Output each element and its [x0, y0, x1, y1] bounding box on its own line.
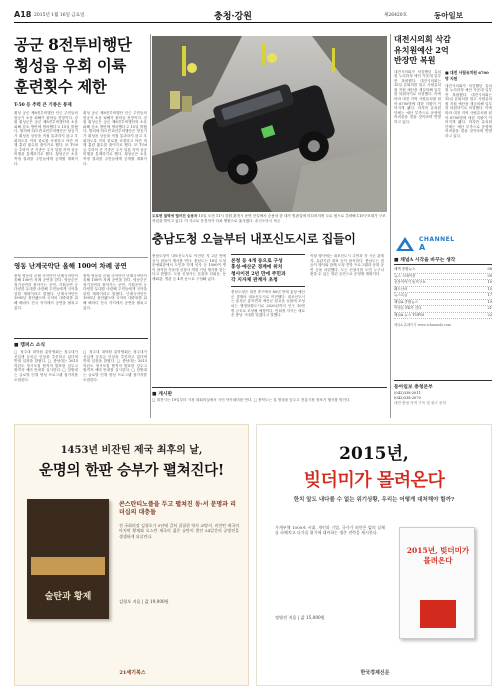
issue-date: 2015년 1월 16일 금요일 [34, 13, 85, 18]
headline-line-3: 훈련횟수 제한 [14, 77, 107, 96]
contact-box [394, 380, 492, 406]
article-headline: 충남도청 오늘부터 내포신도시로 집들이 [152, 232, 356, 246]
bulletin-col2: □ 청주대 대학원 총학생회는 청주대가 신입생 등록금 인상을 추진하고 있다며 반대 입장을 밝혔다. □ 충남대는 2015학년도 정시모집 합격자 발표를 앞두고 합격자 예비 안내를 실시한다. □ 한밭대는 글로벌 인재 양성 프로그램 참가자를 모집한다. [83, 350, 147, 382]
ad-publisher: 한국경제신문 [360, 670, 390, 676]
contact-fax: (042)338-2070 [394, 396, 421, 400]
book-cover-sultan [27, 499, 109, 619]
caption-text: 15일 오전 11시 강원 춘천시 동면 산길에서 승용차 한 대가 빙판길에 미끄러지며 도로 옆으로 추락해 119구조대가 구조 작업을 벌이고 있다. 이 사고로 운전자가 다쳐 병원으로 옮겨졌다. [152, 214, 386, 223]
notice-board [152, 387, 387, 422]
section-title: 충청·강원 [214, 12, 252, 22]
channel-a-logo-icon [394, 236, 416, 252]
page-header [14, 9, 492, 23]
schedule-title: ■ 채널A 시각을 바꾸는 생각 [394, 256, 492, 265]
book-ad-sultan[interactable] [14, 424, 249, 686]
ad-author: 정영진 지음 | 값 15,000원 [275, 615, 325, 620]
photo-caption [152, 214, 387, 223]
article-body-col2: 충남도청은 대전 중구에서 80년 만에 홍성·예산군 경계의 내포신도시로 이전했다. 내포신도시는 홍성군 홍북면과 예산군 삽교읍 일원에 조성되는 행정복합도시로 2020년까지 인구 10만 명 규모로 조성될 예정이다. 안희정 지사는 새로운 충남 시대를 열겠다고 말했다. [231, 290, 305, 318]
bulletin-col1: □ 청주대 대학원 총학생회는 청주대가 신입생 등록금 인상을 추진하고 있다며 반대 입장을 밝혔다. □ 충남대는 2015학년도 정시모집 합격자 발표를 앞두고 합격자 예비 안내를 실시한다. □ 한밭대는 글로벌 인재 양성 프로그램 참가자를 모집한다. [14, 350, 78, 382]
article-airbase [14, 34, 148, 261]
article-subhead: T-50 등 추력 큰 기종은 통제 [14, 103, 72, 108]
issue-number: 제26420호 [384, 13, 408, 18]
ad-sub: 콘스탄티노플을 두고 펼쳐진 동·서 문명과 리더십의 대충돌 [119, 501, 236, 516]
book-title: 2015년, 빚더미가 몰려온다 [406, 546, 470, 565]
book-title: 술탄과 황제 [44, 592, 92, 602]
side-head-box [231, 254, 305, 287]
caption-title: 도로변 절벽에 떨어진 승용차 [152, 214, 198, 218]
tv-schedule-box [394, 236, 492, 376]
article-body-col2: 충북 영동의 군립 국악단인 난계국악단이 올해 100여 차례 공연을 한다. 영동군은 정기공연과 찾아가는 공연, 기획공연 등 다양한 무대를 마련해 주민들에게 국악을 알릴 계획이라고 밝혔다. 난계국악단은 1991년 창단됐으며 국악의 대중화를 위해 해마다 전국 각지에서 공연을 펼치고 있다. [83, 273, 147, 310]
bulletin-title: ■ 캠퍼스 소식 [14, 342, 46, 348]
newspaper-logo: 동아일보 [434, 11, 463, 20]
schedule-item[interactable]: 뉴스특급 17 [394, 293, 492, 300]
article-body-col3: 이날 행사에는 내포신도시 주민과 각 시군 관계자, 유관기관 대표 등이 참석한다. 충남도는 집들이 행사와 함께 도청 견학 프로그램과 문화 공연 등을 마련했다. 도는 신청사를 도민 누구나 찾을 수 있는 열린 공간으로 운영할 계획이다. [310, 254, 384, 277]
ad-headline-main: 빚더미가 몰려온다 [303, 470, 445, 491]
article-body-col1: 횡성 공군 제8전투비행단 인근 주민들의 항공기 소음 피해가 줄어들 전망이다. 강원 횡성군은 공군 제8전투비행단과 소음 피해 감소 방안에 합의했다고 15일 밝혔다. 합의에 따르면 8전투비행단은 항공기가 횡성읍 상공을 직접 통과하지 않고 우회하도록 이륙 항로를 조정하고 야간 비행 훈련 횟수를 줄이기로 했다. 또 T-50 등 추력이 큰 기종은 주거 밀집 지역 상공 비행을 통제하기로 했다. 횡성군은 소음 측정 결과를 주민들에게 공개할 계획이다. [14, 111, 78, 166]
ad-headline-top: 1453년 비잔틴 제국 최후의 날, [60, 445, 203, 456]
book-cover-debt [399, 527, 475, 639]
article-body-col1: 충남도청이 내포신도시로 이전한 지 2년 만에 공식 집들이 행사를 연다. 충남도는 16일 도청 문예회관에서 도민과 각계 인사 등 1000여 명이 참석한 가운데 신청사 개청 기념 행사를 갖는다고 밝혔다. 도청 신청사는 본관과 의회동, 문예회관, 별관 등 4개 동으로 구성돼 있다. [152, 254, 226, 281]
ad-description: 전 국회의장 김형오가 5년에 걸쳐 집필한 역사 교양서. 비잔틴 제국의 마지막 황제와 오스만 제국의 젊은 술탄이 벌인 54일간의 공방전을 생생하게 되살린다. [119, 523, 239, 539]
ad-headline-main: 운명의 한판 승부가 펼쳐진다! [39, 462, 224, 479]
ad-headline-top: 2015년, [339, 444, 409, 464]
channel-logo [394, 236, 492, 252]
notice-body: □ 대전시는 19일부터 시청 대회의실에서 시민 아카데미를 연다. □ 충북도는 설 명절을 앞두고 전통시장 장보기 행사를 벌인다. [152, 398, 351, 402]
ad-description: 가계부채 1000조 시대, 개인과 기업, 국가가 떠안은 빚의 실체를 파헤치고 다가올 위기에 대비하는 생존 전략을 제시한다. [275, 525, 385, 536]
contact-title: 동아일보 충청본부 [394, 384, 433, 390]
headline-line-2: 유치원예산 2억 [394, 44, 449, 55]
article-provincial-office [152, 232, 387, 247]
side-head-line-1: 본청 등 4개 동으로 구성 [231, 258, 283, 264]
ad-author: 김형오 지음 | 값 19,000원 [119, 599, 169, 604]
headline-line-1: 대전시의회 삭감 [394, 34, 451, 44]
schedule-item[interactable]: 채널A 종합뉴스 19 [394, 300, 492, 307]
article-orchestra [14, 262, 148, 340]
photo-credit: 춘천소방서 제공 [254, 218, 281, 223]
headline-line-1: 공군 8전투비행단 [14, 35, 132, 54]
schedule-list [394, 267, 492, 319]
ad-sub: 한치 앞도 내다볼 수 없는 위기상황, 우리는 어떻게 대처해야 할까? [293, 497, 455, 503]
schedule-item[interactable]: 채널A 뉴스 TOP10 23 [394, 313, 492, 320]
crashed-car-image [152, 36, 387, 212]
article-body-col1: 충북 영동의 군립 국악단인 난계국악단이 올해 100여 차례 공연을 한다. 영동군은 정기공연과 찾아가는 공연, 기획공연 등 다양한 무대를 마련해 주민들에게 국악을 알릴 계획이라고 밝혔다. 난계국악단은 1991년 창단됐으며 국악의 대중화를 위해 해마다 전국 각지에서 공연을 펼치고 있다. [14, 273, 78, 310]
article-headline: 영동 난계국악단 올해 100여 차례 공연 [14, 262, 127, 270]
article-subhead: ■ 대전 사립유치원 6700명 지원 [445, 69, 489, 81]
side-head-line-2: 홍성·예산군 경계에 위치 [231, 264, 283, 271]
schedule-item[interactable]: 쾌도난마 15 [394, 287, 492, 294]
schedule-item[interactable]: 뉴스 스테이션 09 [394, 274, 492, 281]
article-body-col2: 횡성 공군 제8전투비행단 인근 주민들의 항공기 소음 피해가 줄어들 전망이다. 강원 횡성군은 공군 제8전투비행단과 소음 피해 감소 방안에 합의했다고 15일 밝혔다. 합의에 따르면 8전투비행단은 항공기가 횡성읍 상공을 직접 통과하지 않고 우회하도록 이륙 항로를 조정하고 야간 비행 훈련 횟수를 줄이기로 했다. 또 T-50 등 추력이 큰 기종은 주거 밀집 지역 상공 비행을 통제하기로 했다. 횡성군은 소음 측정 결과를 주민들에게 공개할 계획이다. [83, 111, 147, 166]
book-ad-debt[interactable] [256, 424, 492, 686]
article-body-col1: 대전시의회가 삭감했던 유치원 누리과정 예산 가운데 일부만 복원했다. 대전시의회는 15일 본회의를 열고 사립유치원 지원 예산을 재심의해 일부를 복원하기로 의결했다. 이에 따라 대전 지역 사립유치원 원아 6700명에 대한 지원이 이어지게 됐다. 하지만 유치원 단체는 예산 부족으로 운영에 어려움을 겪을 것이라며 반발하고 있다. [394, 69, 441, 125]
schedule-item[interactable]: 새벽 종합뉴스 06 [394, 267, 492, 274]
notice-title: ■ 게시판 [152, 391, 173, 397]
schedule-footer[interactable]: 채널A 홈페이지 www.ichannela.com [394, 323, 451, 327]
page-number: A18 [14, 10, 32, 19]
ad-publisher: 21세기북스 [119, 670, 146, 676]
channel-logo-letter: A [419, 243, 426, 252]
accident-photo [152, 36, 387, 212]
side-head-line-3: 청사이전 2년 만에 주민과 [231, 270, 286, 277]
schedule-item[interactable]: 이영돈 PD가 간다 21 [394, 306, 492, 313]
article-body-col2: 대전시의회가 삭감했던 유치원 누리과정 예산 가운데 일부만 복원했다. 대전시의회는 15일 본회의를 열고 사립유치원 지원 예산을 재심의해 일부를 복원하기로 의결했다. 이에 따라 대전 지역 사립유치원 원아 6700명에 대한 지원이 이어지게 됐다. 하지만 유치원 단체는 예산 부족으로 운영에 어려움을 겪을 것이라며 반발하고 있다. [445, 83, 492, 139]
article-kindergarten [394, 34, 492, 244]
contact-note: 대전·충청 지역 구독 및 광고 문의 [394, 401, 446, 405]
campus-bulletin [14, 338, 148, 420]
side-head-line-4: 각 지자체 관계자 초청 [231, 276, 278, 283]
channel-logo-text: CHANNEL [419, 236, 455, 243]
contact-phone: (042)338-2011 [394, 391, 421, 395]
headline-line-2: 횡성읍 우회 이륙 [14, 56, 127, 75]
headline-line-3: 반장만 복원 [394, 55, 436, 65]
schedule-item[interactable]: 신문이야기 돌직구쇼 10 [394, 280, 492, 287]
